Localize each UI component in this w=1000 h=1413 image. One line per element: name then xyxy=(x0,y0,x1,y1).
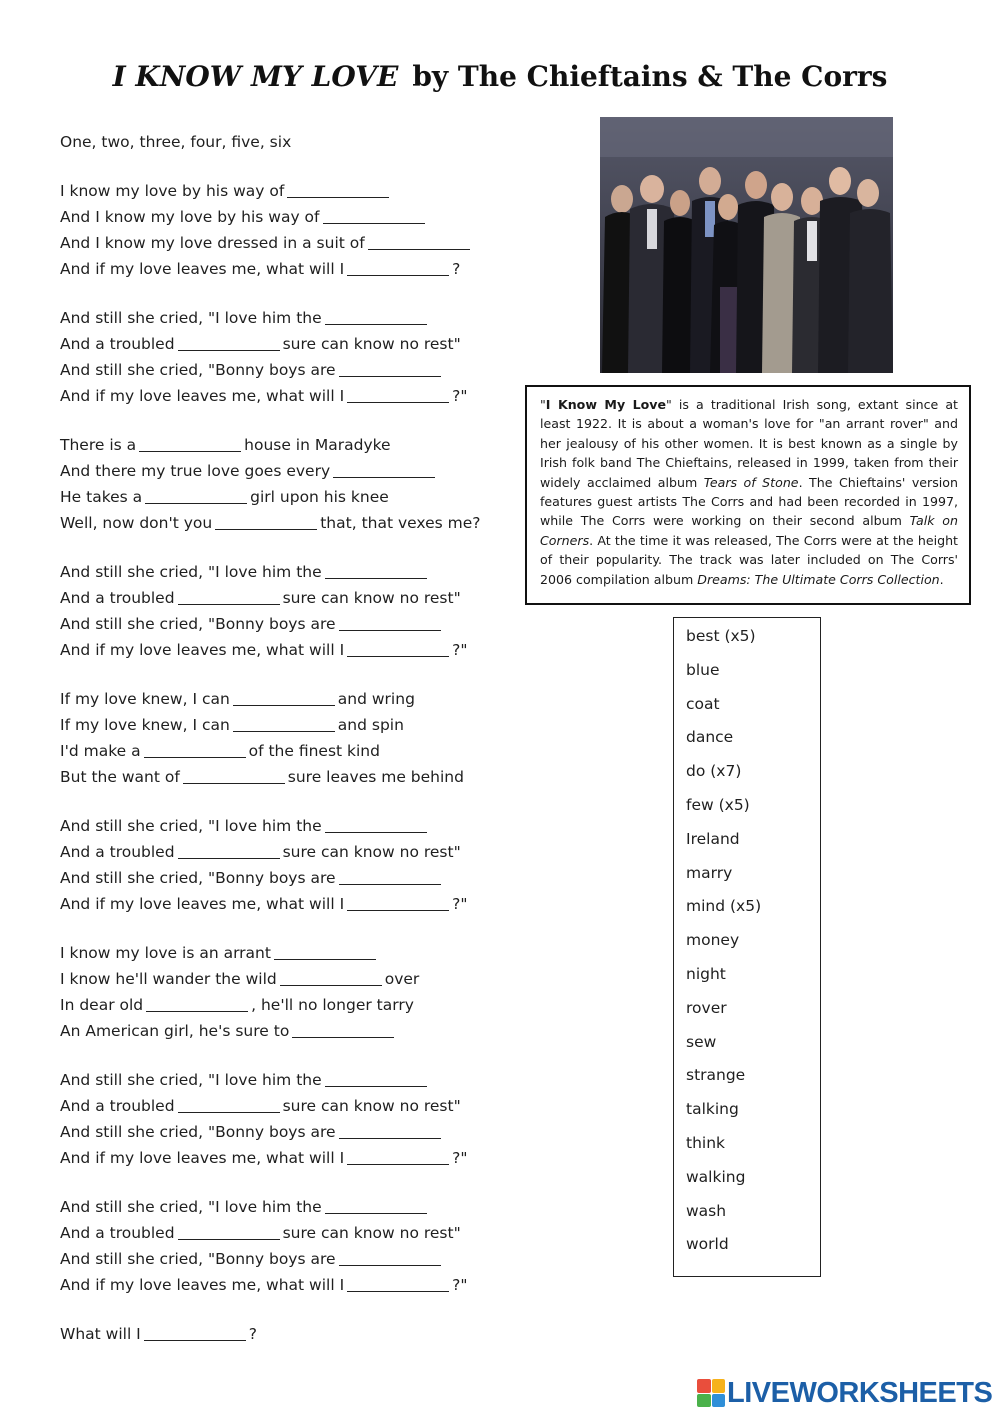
answer-blank[interactable] xyxy=(183,768,285,784)
lyric-text-after-blank: sure can know no rest" xyxy=(282,589,461,607)
lyric-text-after-blank: sure leaves me behind xyxy=(287,768,464,786)
lyric-line xyxy=(60,712,520,738)
answer-blank[interactable] xyxy=(178,335,280,351)
answer-blank[interactable] xyxy=(339,1123,441,1139)
answer-blank[interactable] xyxy=(233,690,335,706)
lyric-text: And if my love leaves me, what will I xyxy=(60,641,345,659)
lyric-text: And still she cried, "Bonny boys are xyxy=(60,615,336,633)
lyric-text-after-blank: sure can know no rest" xyxy=(282,1224,461,1242)
info-quote-open: " xyxy=(540,397,546,412)
answer-blank[interactable] xyxy=(347,387,449,403)
lyric-line xyxy=(60,129,520,155)
lyric-line xyxy=(60,230,520,256)
answer-blank[interactable] xyxy=(347,1276,449,1292)
info-album-2: Talk on Corners xyxy=(540,513,958,548)
lyric-line xyxy=(60,204,520,230)
word-bank-item: strange xyxy=(686,1066,746,1085)
lyric-line xyxy=(60,256,520,282)
answer-blank[interactable] xyxy=(325,1198,427,1214)
lyric-line xyxy=(60,383,520,409)
lyric-line xyxy=(60,1220,520,1246)
lyric-text: And I know my love dressed in a suit of xyxy=(60,234,365,252)
lyric-line xyxy=(60,1321,520,1347)
lyric-line xyxy=(60,966,520,992)
song-artist: by The Chieftains & The Corrs xyxy=(412,60,888,93)
lyric-text-after-blank: and wring xyxy=(337,690,415,708)
answer-blank[interactable] xyxy=(339,361,441,377)
lyric-line xyxy=(60,432,520,458)
answer-blank[interactable] xyxy=(280,970,382,986)
lyric-line xyxy=(60,891,520,917)
lyric-line xyxy=(60,738,520,764)
lyric-line xyxy=(60,305,520,331)
stanza xyxy=(60,813,520,917)
word-bank-item: mind (x5) xyxy=(686,897,762,916)
lyric-text: If my love knew, I can xyxy=(60,716,230,734)
lyric-line xyxy=(60,1194,520,1220)
lyrics-gap-fill xyxy=(60,129,520,1370)
lyric-line xyxy=(60,357,520,383)
lyric-text: I know he'll wander the wild xyxy=(60,970,277,988)
word-bank-item: money xyxy=(686,931,740,950)
lyric-text: One, two, three, four, five, six xyxy=(60,133,292,151)
lyric-line xyxy=(60,1119,520,1145)
lyric-text: And a troubled xyxy=(60,1097,175,1115)
lyric-text: Well, now don't you xyxy=(60,514,213,532)
answer-blank[interactable] xyxy=(144,742,246,758)
lyric-text-after-blank: sure can know no rest" xyxy=(282,335,461,353)
lyric-line xyxy=(60,458,520,484)
lyric-line xyxy=(60,1093,520,1119)
lyric-line xyxy=(60,637,520,663)
answer-blank[interactable] xyxy=(339,869,441,885)
answer-blank[interactable] xyxy=(347,641,449,657)
lyric-line xyxy=(60,865,520,891)
word-bank-item: dance xyxy=(686,728,734,747)
info-text-1: " is a traditional Irish song, extant since at least 1922. It is about a woman's love for "an arrant rover" and her jealousy of his other women. It is best known as a single by Irish folk band The Chieftains, released in 1999, taken from their widely acclaimed album xyxy=(540,397,958,490)
word-bank-item: think xyxy=(686,1133,726,1152)
word-bank-item: world xyxy=(686,1235,729,1254)
answer-blank[interactable] xyxy=(368,234,470,250)
answer-blank[interactable] xyxy=(274,944,376,960)
lyric-text: And still she cried, "I love him the xyxy=(60,309,322,327)
lyric-line xyxy=(60,940,520,966)
lyric-text-after-blank: house in Maradyke xyxy=(244,436,391,454)
word-bank-item: walking xyxy=(686,1167,746,1186)
stanza xyxy=(60,940,520,1044)
answer-blank[interactable] xyxy=(325,1071,427,1087)
word-bank-item: best (x5) xyxy=(686,627,756,645)
answer-blank[interactable] xyxy=(145,488,247,504)
lyric-text: He takes a xyxy=(60,488,143,506)
stanza xyxy=(60,1067,520,1171)
answer-blank[interactable] xyxy=(139,436,241,452)
lyric-text: And still she cried, "I love him the xyxy=(60,563,322,581)
lyric-text: And there my true love goes every xyxy=(60,462,331,480)
lyric-text: And a troubled xyxy=(60,589,175,607)
answer-blank[interactable] xyxy=(347,260,449,276)
word-bank-item: blue xyxy=(686,660,720,679)
lyric-text: An American girl, he's sure to xyxy=(60,1022,290,1040)
lyric-line xyxy=(60,764,520,790)
answer-blank[interactable] xyxy=(287,182,389,198)
lyric-text-after-blank: sure can know no rest" xyxy=(282,843,461,861)
lyric-text: And still she cried, "I love him the xyxy=(60,1071,322,1089)
answer-blank[interactable] xyxy=(325,309,427,325)
lyric-text-after-blank: ?" xyxy=(452,641,468,659)
lyric-text: And still she cried, "I love him the xyxy=(60,817,322,835)
lyric-text: And still she cried, "Bonny boys are xyxy=(60,1250,336,1268)
lyric-text: But the want of xyxy=(60,768,180,786)
lyric-line xyxy=(60,1246,520,1272)
lyric-text: In dear old xyxy=(60,996,144,1014)
lyric-text: If my love knew, I can xyxy=(60,690,230,708)
band-photo-image xyxy=(600,117,893,373)
word-bank-item: wash xyxy=(686,1201,727,1220)
lyric-text: And if my love leaves me, what will I xyxy=(60,387,345,405)
answer-blank[interactable] xyxy=(347,895,449,911)
info-text-4: . xyxy=(939,571,944,587)
lyric-line xyxy=(60,839,520,865)
answer-blank[interactable] xyxy=(146,996,248,1012)
lyric-text-after-blank: ?" xyxy=(452,387,468,405)
word-bank-item: sew xyxy=(686,1032,717,1051)
stanza xyxy=(60,432,520,536)
stanza xyxy=(60,559,520,663)
lyric-text-after-blank: girl upon his knee xyxy=(250,488,389,506)
answer-blank[interactable] xyxy=(339,615,441,631)
lyric-text: And still she cried, "I love him the xyxy=(60,1198,322,1216)
stanza xyxy=(60,178,520,282)
stanza xyxy=(60,686,520,790)
brand-name: LIVEWORKSHEETS xyxy=(727,1376,993,1409)
answer-blank[interactable] xyxy=(325,817,427,833)
song-info-box xyxy=(525,385,971,605)
lyric-text: And still she cried, "Bonny boys are xyxy=(60,1123,336,1141)
liveworksheets-logo xyxy=(697,1375,997,1411)
info-album-3: Dreams: The Ultimate Corrs Collection xyxy=(697,571,940,587)
answer-blank[interactable] xyxy=(292,1022,394,1038)
lyric-text: I know my love by his way of xyxy=(60,182,285,200)
lyric-line xyxy=(60,484,520,510)
answer-blank[interactable] xyxy=(178,1224,280,1240)
lyric-text: What will I xyxy=(60,1325,141,1343)
info-text-2: . The Chieftains' version features guest artists The Corrs and had been recorded in 1997, while The Corrs were working on their second album xyxy=(540,474,958,529)
answer-blank[interactable] xyxy=(178,1097,280,1113)
lyric-text-after-blank: and spin xyxy=(337,716,404,734)
stanza xyxy=(60,305,520,409)
stanza xyxy=(60,1321,520,1347)
lyric-line xyxy=(60,559,520,585)
info-album-1: Tears of Stone xyxy=(703,474,799,490)
word-bank-item: coat xyxy=(686,694,720,713)
info-song-title: I Know My Love xyxy=(545,397,667,412)
word-bank-item: rover xyxy=(686,998,727,1017)
word-bank-item: talking xyxy=(686,1100,739,1119)
lyric-line xyxy=(60,585,520,611)
word-bank-item: marry xyxy=(686,863,733,882)
lyric-line xyxy=(60,178,520,204)
lyric-text-after-blank: over xyxy=(384,970,420,988)
lyric-line xyxy=(60,1067,520,1093)
lyric-text: And a troubled xyxy=(60,1224,175,1242)
lyric-text: And still she cried, "Bonny boys are xyxy=(60,869,336,887)
lyric-text-after-blank: ?" xyxy=(452,1149,468,1167)
stanza xyxy=(60,1194,520,1298)
lyric-text-after-blank: ?" xyxy=(452,1276,468,1294)
answer-blank[interactable] xyxy=(323,208,425,224)
lyric-line xyxy=(60,686,520,712)
lyric-text: And a troubled xyxy=(60,335,175,353)
lyric-line xyxy=(60,510,520,536)
lyric-line xyxy=(60,1018,520,1044)
word-bank-item: few (x5) xyxy=(686,795,750,814)
lyric-text: And still she cried, "Bonny boys are xyxy=(60,361,336,379)
lyric-text-after-blank: , he'll no longer tarry xyxy=(251,996,414,1014)
word-bank-item: do (x7) xyxy=(686,762,742,781)
answer-blank[interactable] xyxy=(347,1149,449,1165)
lyric-text: And a troubled xyxy=(60,843,175,861)
answer-blank[interactable] xyxy=(178,589,280,605)
lyric-line xyxy=(60,992,520,1018)
lyric-text: And if my love leaves me, what will I xyxy=(60,895,345,913)
lyric-text: And if my love leaves me, what will I xyxy=(60,1276,345,1294)
lyric-line xyxy=(60,1145,520,1171)
liveworksheets-icon xyxy=(697,1379,725,1407)
info-text-3: . At the time it was released, The Corrs were at the height of their popularity. The track was later included on The Corrs' 2006 compilation album xyxy=(540,532,958,587)
lyric-line xyxy=(60,1272,520,1298)
lyric-text-after-blank: ? xyxy=(248,1325,257,1343)
lyric-text: And if my love leaves me, what will I xyxy=(60,1149,345,1167)
word-bank xyxy=(673,617,821,1277)
lyric-line xyxy=(60,331,520,357)
lyric-text: I'd make a xyxy=(60,742,141,760)
song-title: I KNOW MY LOVE xyxy=(112,60,399,93)
word-bank-item: Ireland xyxy=(686,829,740,848)
lyric-line xyxy=(60,813,520,839)
lyric-text-after-blank: ?" xyxy=(452,895,468,913)
lyric-text-after-blank: that, that vexes me? xyxy=(320,514,481,532)
answer-blank[interactable] xyxy=(325,563,427,579)
answer-blank[interactable] xyxy=(178,843,280,859)
answer-blank[interactable] xyxy=(333,462,435,478)
lyric-text: And if my love leaves me, what will I xyxy=(60,260,345,278)
lyric-text: And I know my love by his way of xyxy=(60,208,320,226)
lyric-line xyxy=(60,611,520,637)
band-photo xyxy=(600,117,893,373)
stanza xyxy=(60,129,520,155)
answer-blank[interactable] xyxy=(233,716,335,732)
lyric-text-after-blank: ? xyxy=(452,260,461,278)
answer-blank[interactable] xyxy=(144,1325,246,1341)
word-bank-item: night xyxy=(686,964,726,983)
answer-blank[interactable] xyxy=(339,1250,441,1266)
worksheet-title xyxy=(0,60,1000,93)
lyric-text: There is a xyxy=(60,436,137,454)
lyric-text-after-blank: sure can know no rest" xyxy=(282,1097,461,1115)
lyric-text: I know my love is an arrant xyxy=(60,944,271,962)
lyric-text-after-blank: of the finest kind xyxy=(248,742,380,760)
answer-blank[interactable] xyxy=(215,514,317,530)
